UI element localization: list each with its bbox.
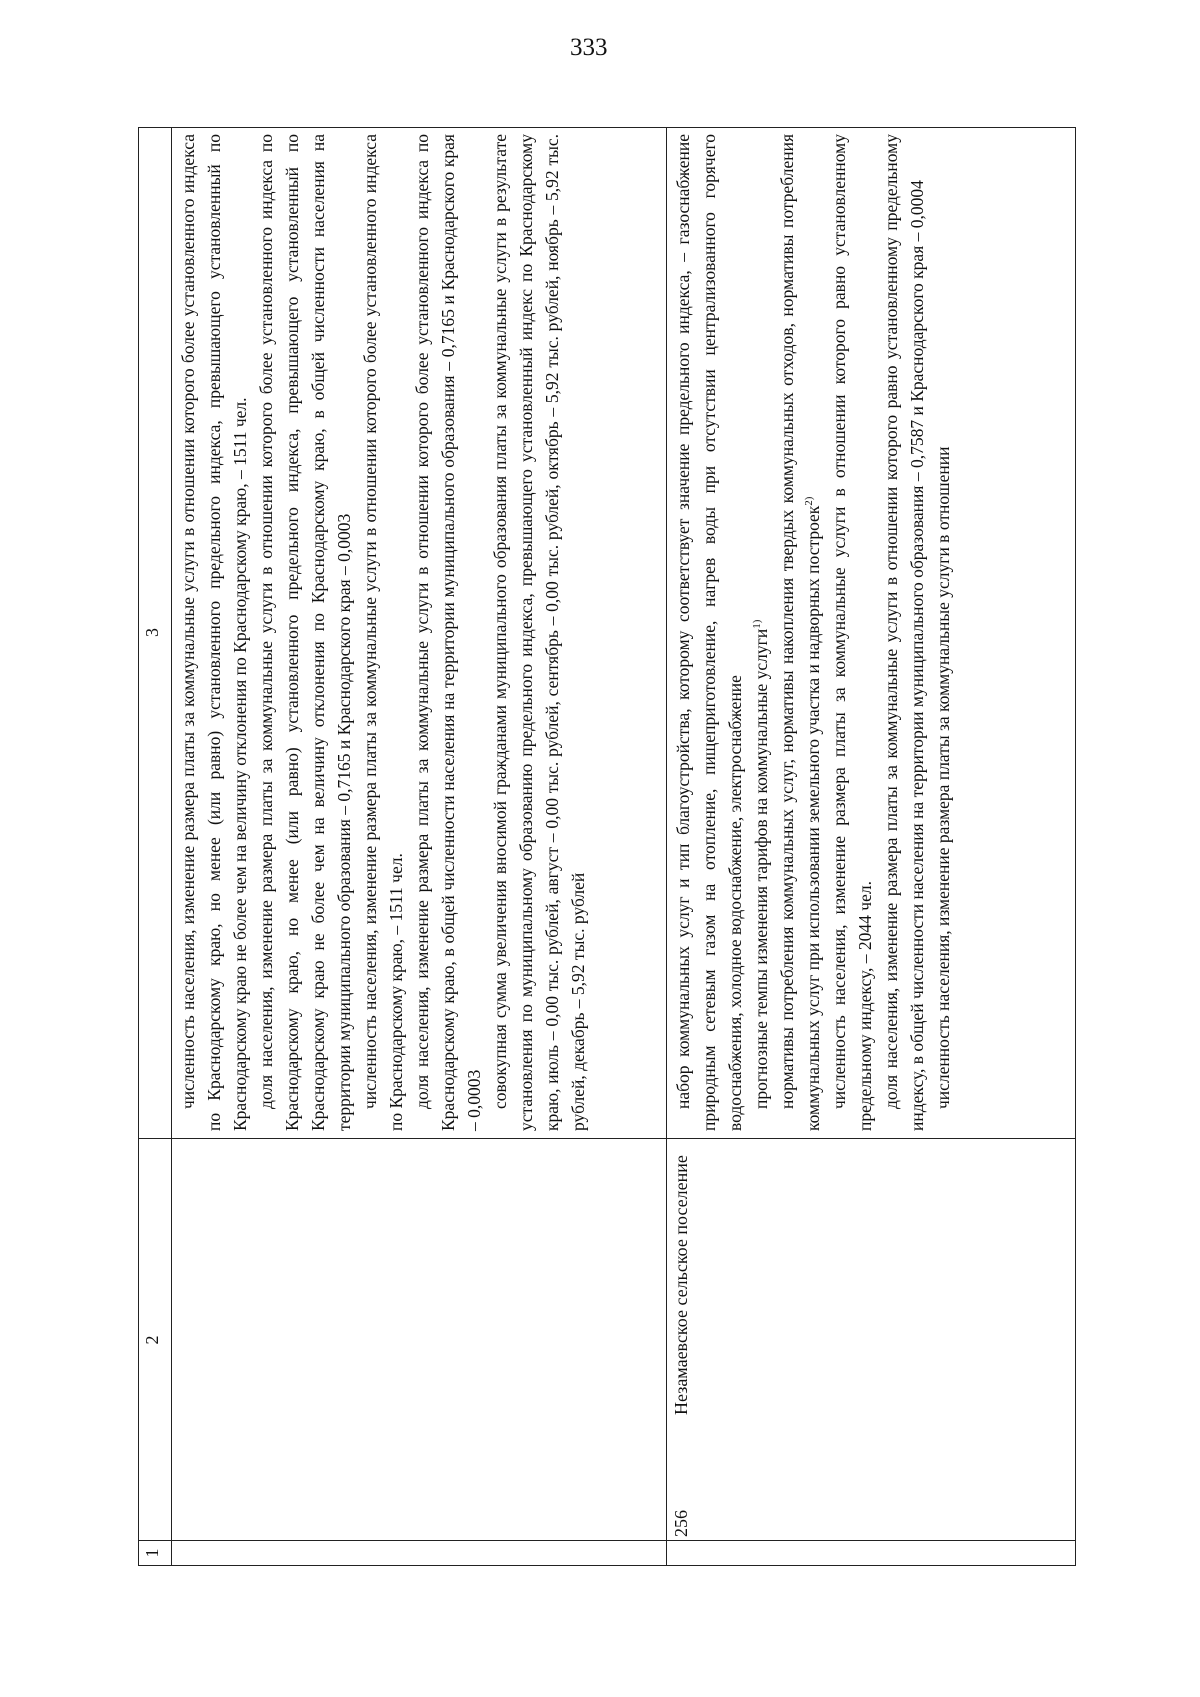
footnote-mark: 2) (803, 496, 816, 506)
header-col-2: 2 (142, 1335, 162, 1345)
paragraph: численность населения, изменение размера платы за коммунальные услуги в отношении которого равно установленному предельному индексу, – 2044 чел. (829, 134, 875, 1131)
paragraph: доля населения, изменение размера платы за коммунальные услуги в отношении которого равно установленному предельному индексу, в общей численности населения на территории муниципального образования – 0,7587 и Краснодарского края – 0,0004 (881, 134, 927, 1131)
footnote-mark: 1) (751, 619, 764, 629)
header-col-3: 3 (142, 628, 162, 637)
paragraph: набор коммунальных услуг и тип благоустройства, которому соответствует значение предельного индекса, – газоснабжение природным сетевым газом на отопление, пищеприготовление, нагрев воды при отсутствии централизованного горячего водоснабжения, холодное водоснабжение, электроснабжение (673, 134, 745, 1131)
data-table (138, 127, 1076, 1566)
settlement-name: Незамаевское сельское поселение (671, 1155, 691, 1415)
continued-row-content (175, 134, 591, 1131)
column-divider-2 (139, 1138, 1075, 1139)
paragraph: совокупная сумма увеличения вносимой гражданами муниципального образования платы за коммунальные услуги в результате установления по муниципальному образованию предельного индекса, превышающего установленный индекс по Краснодарскому краю, июль – 0,00 тыс. рублей, август – 0,00 тыс. рублей, сентябрь – 0,00 тыс. рублей, октябрь – 5,92 тыс. рублей, ноябрь – 5,92 тыс. рублей, декабрь – 5,92 тыс. рублей (490, 134, 588, 1131)
paragraph: численность населения, изменение размера платы за коммунальные услуги в отношении (933, 446, 953, 1109)
paragraph: прогнозные темпы изменения тарифов на коммунальные услуги (751, 628, 771, 1109)
paragraph: доля населения, изменение размера платы за коммунальные услуги в отношении которого более установленного индекса по Краснодарскому краю, в общей численности населения на территории муниципального образования – 0,7165 и Краснодарского края – 0,0003 (412, 134, 484, 1131)
header-col-1: 1 (142, 1548, 162, 1558)
row-256-content (670, 134, 956, 1131)
page-number: 333 (570, 34, 608, 61)
paragraph: численность населения, изменение размера платы за коммунальные услуги в отношении которого более установленного индекса по Краснодарскому краю, – 1511 чел. (360, 134, 406, 1131)
header-divider (171, 128, 172, 1565)
row-number-256: 256 (671, 1510, 691, 1537)
paragraph: нормативы потребления коммунальных услуг, нормативы накопления твердых коммунальных отходов, нормативы потребления коммунальных услуг при использовании земельного участка и надворных построек (777, 134, 823, 1131)
column-divider-1 (139, 1540, 1075, 1541)
row-divider (666, 128, 667, 1565)
paragraph: численность населения, изменение размера платы за коммунальные услуги в отношении которого более установленного индекса по Краснодарскому краю, но менее (или равно) установленного предельного индекса, превышающего установленный по Краснодарскому краю не более чем на величину отклонения по Краснодарскому краю, – 1511 чел. (178, 134, 250, 1131)
paragraph: доля населения, изменение размера платы за коммунальные услуги в отношении которого более установленного индекса по Краснодарскому краю, но менее (или равно) установленного предельного индекса, превышающего установленный по Краснодарскому краю не более чем на величину отклонения по Краснодарскому краю, в общей численности населения на территории муниципального образования – 0,7165 и Краснодарского края – 0,0003 (256, 134, 354, 1131)
